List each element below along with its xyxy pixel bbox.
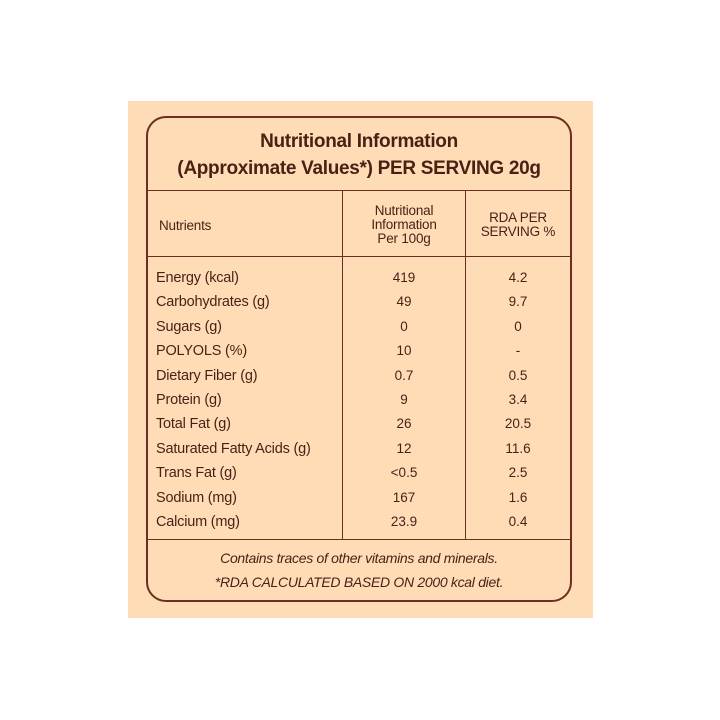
per-100g-value: 0 [400, 318, 408, 334]
nutrient-name: Trans Fat (g) [156, 465, 237, 482]
per-100g-value: 0.7 [394, 367, 414, 383]
nutrition-facts-table [146, 116, 572, 602]
nutrient-name: Saturated Fatty Acids (g) [156, 440, 311, 457]
rda-value: 11.6 [505, 440, 531, 456]
rda-value: - [515, 343, 521, 359]
nutrient-name: Calcium (mg) [156, 513, 240, 530]
title-divider [148, 190, 570, 191]
nutrient-name: Total Fat (g) [156, 416, 231, 433]
nutrient-name: Carbohydrates (g) [156, 294, 270, 311]
per-100g-value: 9 [400, 391, 408, 407]
footnote-line-1: Contains traces of other vitamins and minerals. [220, 550, 498, 566]
header-nutrients: Nutrients [159, 218, 212, 233]
table-row [148, 339, 570, 363]
footnote-line-2: *RDA CALCULATED BASED ON 2000 kcal diet. [214, 574, 504, 590]
table-row [148, 412, 570, 436]
rda-value: 0 [514, 318, 522, 334]
nutrient-name: Protein (g) [156, 391, 222, 408]
per-100g-value: 10 [396, 343, 412, 359]
table-row [148, 486, 570, 510]
table-row [148, 290, 570, 314]
header-rda-line-2: SERVING % [480, 224, 556, 239]
title-line-1: Nutritional Information [260, 131, 458, 152]
footer-divider [148, 539, 570, 540]
nutrient-rows [148, 266, 570, 534]
per-100g-value: 419 [392, 270, 416, 285]
nutrient-name: Sugars (g) [156, 318, 222, 335]
rda-value: 20.5 [504, 416, 532, 432]
nutrient-name: Sodium (mg) [156, 489, 237, 506]
rda-value: 0.4 [508, 513, 528, 529]
header-per-100g [343, 204, 465, 246]
table-footnote [148, 546, 570, 594]
rda-value: 0.5 [508, 367, 528, 383]
header-per-100g-line-2: Information [371, 217, 437, 232]
rda-value: 1.6 [508, 489, 528, 505]
table-row [148, 388, 570, 412]
nutrient-name: Energy (kcal) [156, 270, 239, 286]
table-row [148, 510, 570, 534]
table-row [148, 364, 570, 388]
header-per-100g-line-3: Per 100g [377, 231, 431, 246]
rda-value: 3.4 [508, 391, 528, 407]
per-100g-value: <0.5 [390, 465, 418, 481]
per-100g-value: 167 [392, 489, 416, 505]
rda-value: 2.5 [508, 465, 528, 481]
table-row [148, 437, 570, 461]
per-100g-value: 49 [396, 294, 412, 310]
header-divider [148, 256, 570, 257]
nutrient-name: POLYOLS (%) [156, 343, 248, 360]
rda-value: 9.7 [508, 294, 528, 310]
table-row [148, 315, 570, 339]
title-line-2: (Approximate Values*) PER SERVING 20g [177, 158, 541, 179]
header-rda-line-1: RDA PER [489, 210, 547, 225]
per-100g-value: 12 [396, 440, 412, 456]
header-per-100g-line-1: Nutritional [374, 203, 434, 218]
per-100g-value: 23.9 [390, 513, 418, 529]
table-title [148, 118, 570, 190]
rda-value: 4.2 [508, 270, 528, 285]
table-row [148, 266, 570, 290]
per-100g-value: 26 [396, 416, 412, 432]
header-rda [466, 211, 570, 239]
table-row [148, 461, 570, 485]
nutrient-name: Dietary Fiber (g) [156, 367, 258, 384]
